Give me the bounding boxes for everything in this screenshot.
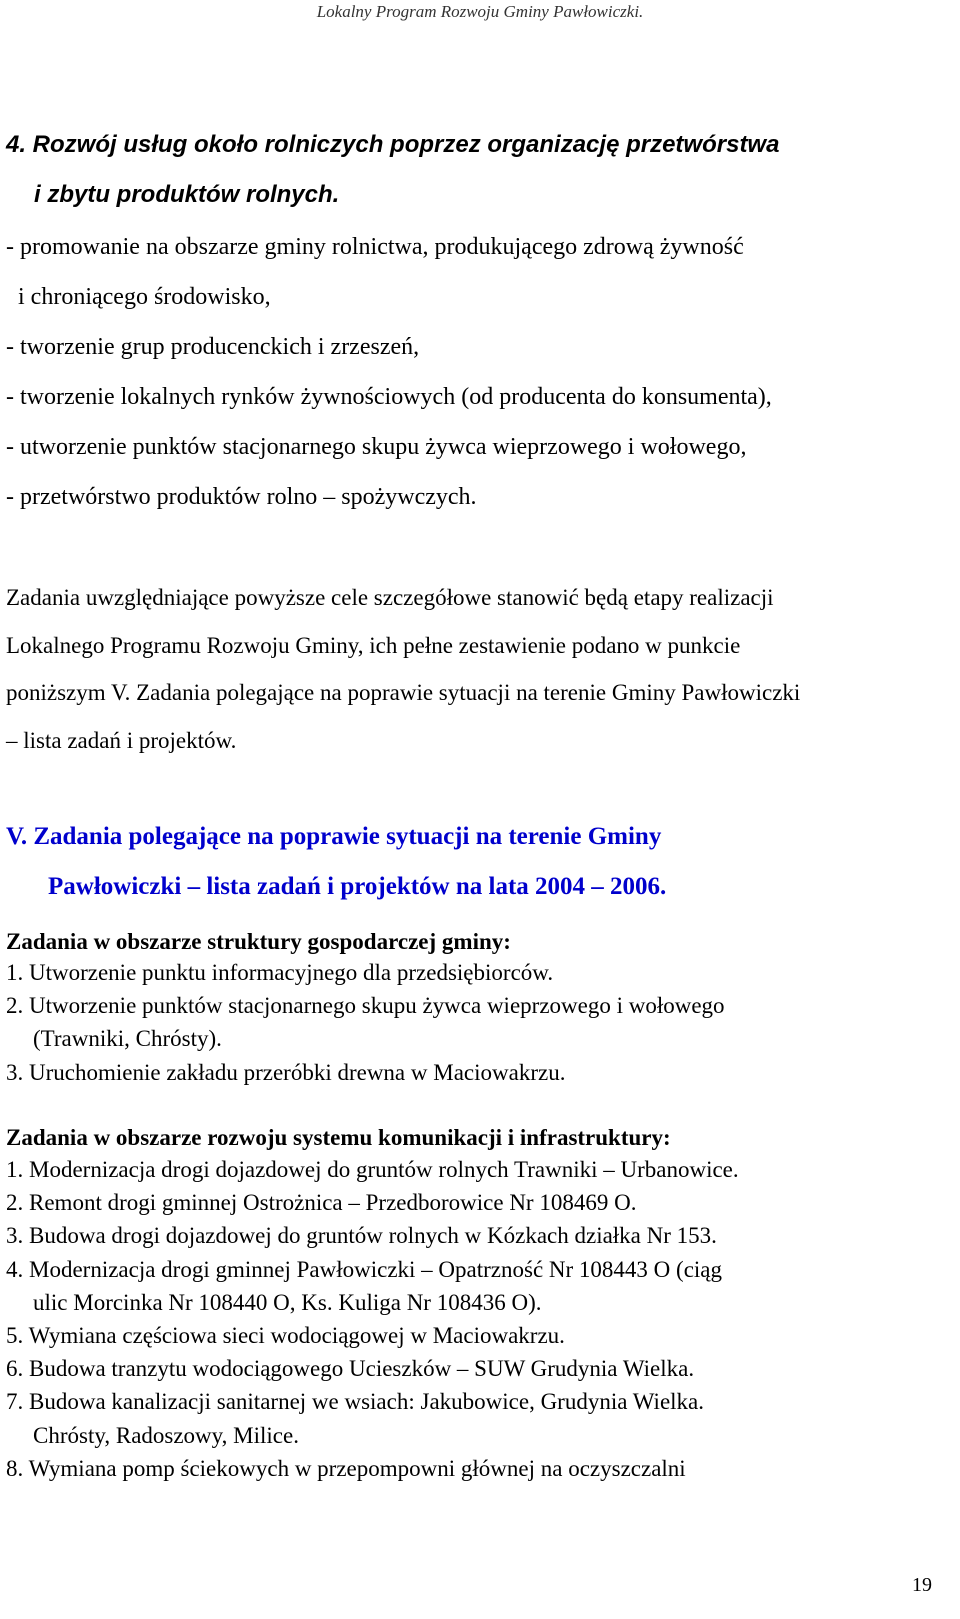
bullet-item: i chroniącego środowisko,: [18, 284, 271, 310]
section-5-title-line-1: V. Zadania polegające na poprawie sytuacji na terenie Gminy: [6, 823, 662, 850]
infrastructure-tasks-list: [6, 1153, 946, 1485]
bullet-item: - tworzenie grup producenckich i zrzeszeń,: [6, 334, 420, 360]
bullet-item: - promowanie na obszarze gminy rolnictwa, produkującego zdrową żywność: [6, 234, 744, 260]
list-item: 6. Budowa tranzytu wodociągowego Ucieszków – SUW Grudynia Wielka.: [6, 1356, 695, 1382]
section-4-title: [6, 120, 946, 220]
bullet-item: - tworzenie lokalnych rynków żywnościowych (od producenta do konsumenta),: [6, 384, 772, 410]
bullet-item: - przetwórstwo produktów rolno – spożywczych.: [6, 484, 477, 510]
list-item-continuation: Chrósty, Radoszowy, Milice.: [33, 1422, 299, 1448]
list-item: 4. Modernizacja drogi gminnej Pawłowiczki – Opatrzność Nr 108443 O (ciąg: [6, 1256, 722, 1282]
section-4-title-line-2: i zbytu produktów rolnych.: [34, 181, 340, 208]
list-item: 8. Wymiana pomp ściekowych w przepompowni głównej na oczyszczalni: [6, 1455, 686, 1481]
list-item: 3. Budowa drogi dojazdowej do gruntów rolnych w Kózkach działka Nr 153.: [6, 1223, 717, 1249]
list-item: 3. Uruchomienie zakładu przeróbki drewna w Maciowakrzu.: [6, 1059, 566, 1085]
section-5-title: [6, 812, 946, 912]
paragraph-line: poniższym V. Zadania polegające na poprawie sytuacji na terenie Gminy Pawłowiczki: [6, 680, 801, 705]
section-4-bullet-list: [6, 222, 946, 522]
infrastructure-tasks-heading: Zadania w obszarze rozwoju systemu komunikacji i infrastruktury:: [6, 1125, 671, 1150]
page-number: 19: [912, 1574, 932, 1596]
paragraph-line: – lista zadań i projektów.: [6, 727, 237, 753]
list-item: 1. Utworzenie punktu informacyjnego dla przedsiębiorców.: [6, 960, 554, 985]
summary-paragraph: [6, 574, 946, 764]
paragraph-line: Zadania uwzględniające powyższe cele szczegółowe stanowić będą etapy realizacji: [6, 585, 774, 610]
economic-tasks-list: [6, 956, 946, 1089]
list-item: 5. Wymiana częściowa sieci wodociągowej w Maciowakrzu.: [6, 1323, 565, 1349]
economic-tasks-heading: Zadania w obszarze struktury gospodarczej gminy:: [6, 929, 511, 954]
list-item-continuation: (Trawniki, Chrósty).: [33, 1026, 222, 1052]
list-item: 2. Utworzenie punktów stacjonarnego skupu żywca wieprzowego i wołowego: [6, 993, 725, 1019]
list-item: 2. Remont drogi gminnej Ostrożnica – Przedborowice Nr 108469 O.: [6, 1190, 637, 1216]
list-item-continuation: ulic Morcinka Nr 108440 O, Ks. Kuliga Nr 108436 O).: [33, 1289, 542, 1315]
section-5-title-line-2: Pawłowiczki – lista zadań i projektów na lata 2004 – 2006.: [48, 873, 667, 900]
section-4-title-line-1: 4. Rozwój usług około rolniczych poprzez organizację przetwórstwa: [6, 131, 780, 158]
paragraph-line: Lokalnego Programu Rozwoju Gminy, ich pełne zestawienie podano w punkcie: [6, 632, 741, 658]
list-item: 1. Modernizacja drogi dojazdowej do gruntów rolnych Trawniki – Urbanowice.: [6, 1157, 739, 1182]
running-header: Lokalny Program Rozwoju Gminy Pawłowiczki.: [316, 2, 644, 21]
bullet-item: - utworzenie punktów stacjonarnego skupu żywca wieprzowego i wołowego,: [6, 434, 747, 460]
list-item: 7. Budowa kanalizacji sanitarnej we wsiach: Jakubowice, Grudynia Wielka.: [6, 1389, 705, 1415]
